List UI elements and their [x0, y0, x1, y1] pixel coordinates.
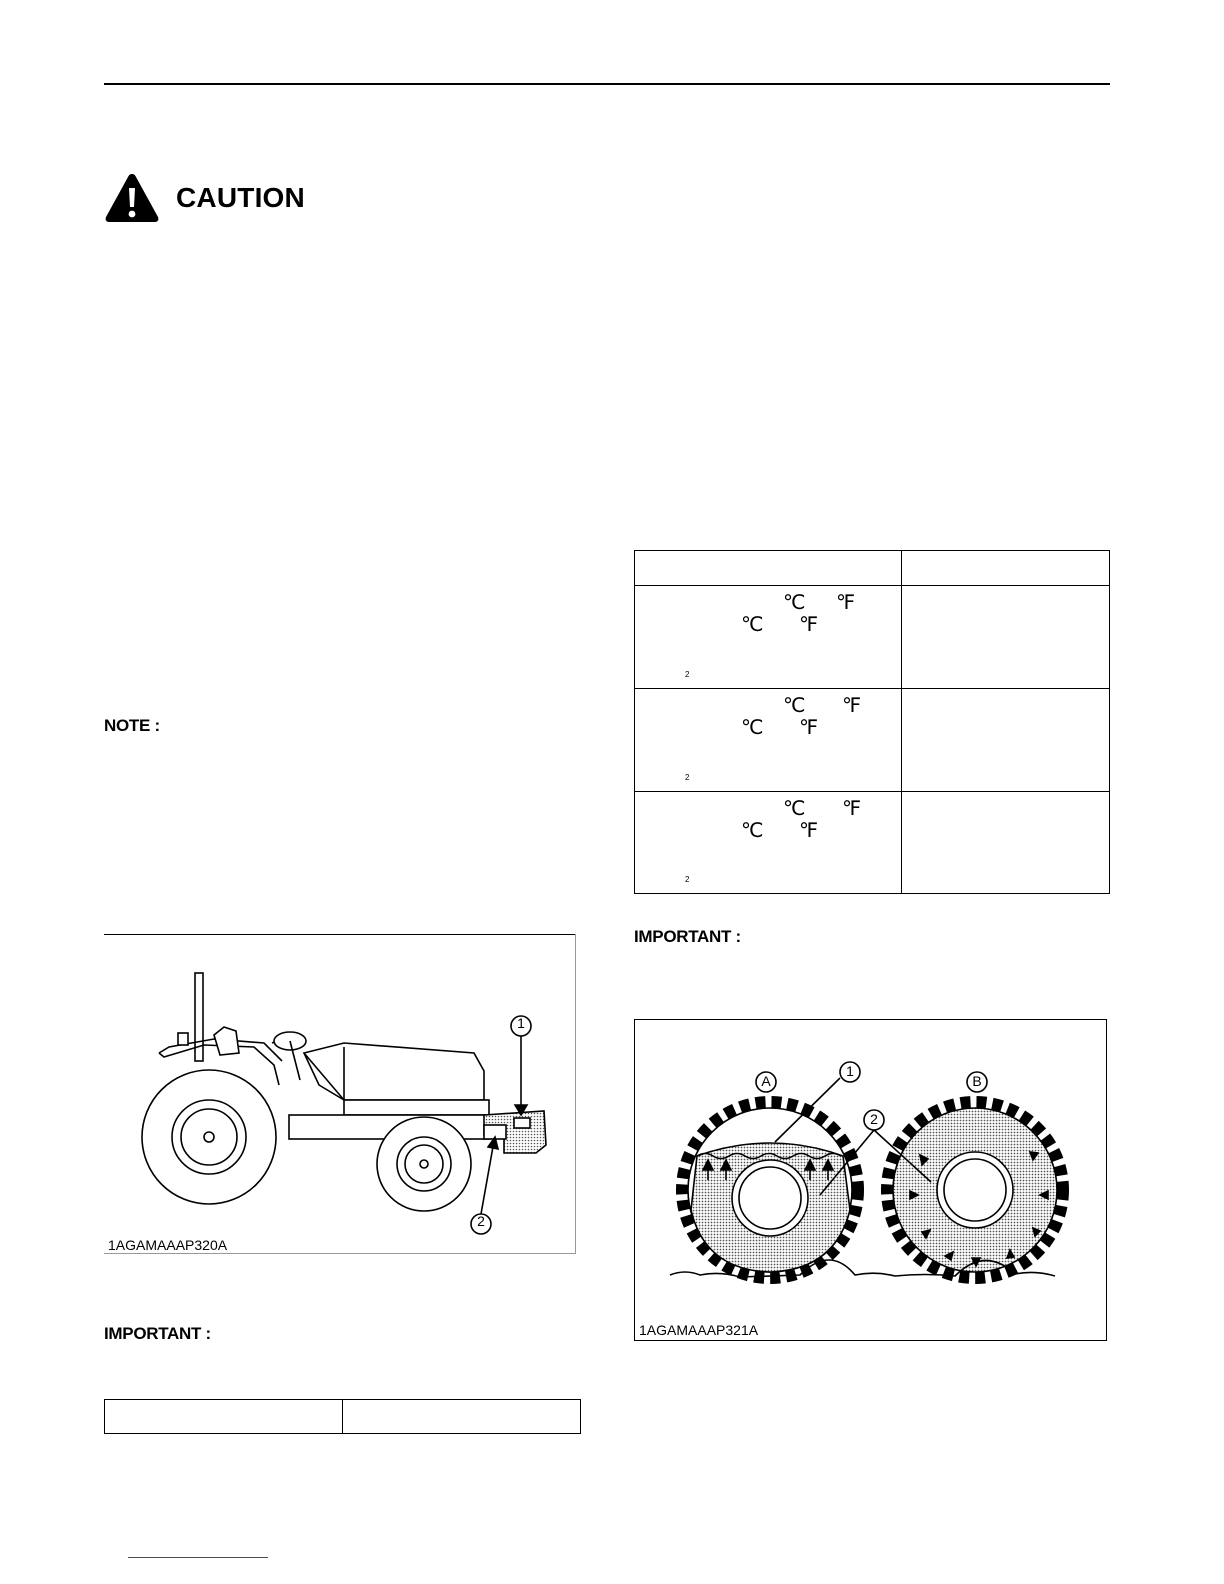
celsius-symbol: ℃	[783, 695, 806, 717]
tire-figure-code: 1AGAMAAAP321A	[639, 1322, 759, 1338]
ballast-table-cell	[635, 792, 902, 894]
header-rule	[104, 83, 1110, 85]
tractor-figure-edge	[575, 934, 576, 1254]
bottom-left-table	[104, 1399, 581, 1434]
ballast-table	[634, 550, 1110, 894]
tractor-callout-2: 2	[477, 1213, 485, 1229]
table-row	[635, 792, 1110, 894]
fahrenheit-symbol: ℉	[799, 820, 819, 842]
celsius-symbol: ℃	[741, 614, 764, 636]
tractor-figure-bottom	[104, 1253, 576, 1254]
celsius-symbol: ℃	[783, 592, 806, 614]
tire-callout-b: B	[972, 1073, 982, 1089]
superscript-2: 2	[685, 773, 690, 782]
bottom-left-table-cell	[342, 1400, 581, 1434]
tire-callout-1: 1	[846, 1063, 854, 1079]
celsius-symbol: ℃	[783, 798, 806, 820]
ballast-table-cell	[635, 586, 902, 689]
bottom-left-table-cell	[105, 1400, 343, 1434]
tire-callout-2: 2	[870, 1111, 878, 1127]
fahrenheit-symbol: ℉	[799, 614, 819, 636]
celsius-symbol: ℃	[741, 717, 764, 739]
superscript-2: 2	[685, 875, 690, 884]
fahrenheit-symbol: ℉	[799, 717, 819, 739]
celsius-symbol: ℃	[741, 820, 764, 842]
footer-link-underline[interactable]	[128, 1557, 268, 1558]
ballast-table-cell	[902, 792, 1110, 894]
tire-callout-a: A	[761, 1073, 771, 1089]
table-row	[635, 689, 1110, 792]
note-label: NOTE :	[104, 716, 160, 735]
table-row	[635, 586, 1110, 689]
fahrenheit-symbol: ℉	[842, 695, 862, 717]
tire-figure	[634, 1019, 1107, 1341]
tractor-figure	[104, 934, 576, 1254]
superscript-2: 2	[685, 670, 690, 679]
ballast-table-cell	[902, 689, 1110, 792]
ballast-table-cell	[635, 689, 902, 792]
caution-heading	[104, 168, 305, 228]
tractor-callout-1: 1	[517, 1015, 525, 1031]
ballast-table-cell	[902, 586, 1110, 689]
ballast-table-header-cell	[902, 551, 1110, 586]
ballast-table-header-cell	[635, 551, 902, 586]
tire-illustration	[635, 1020, 1106, 1340]
fahrenheit-symbol: ℉	[842, 798, 862, 820]
fahrenheit-symbol: ℉	[836, 592, 856, 614]
tractor-illustration	[104, 935, 575, 1254]
important-label-left: IMPORTANT :	[104, 1324, 211, 1343]
caution-title: CAUTION	[176, 182, 305, 213]
important-label-right: IMPORTANT :	[634, 927, 741, 946]
warning-triangle-icon	[104, 172, 160, 224]
tractor-figure-code: 1AGAMAAAP320A	[108, 1237, 228, 1253]
